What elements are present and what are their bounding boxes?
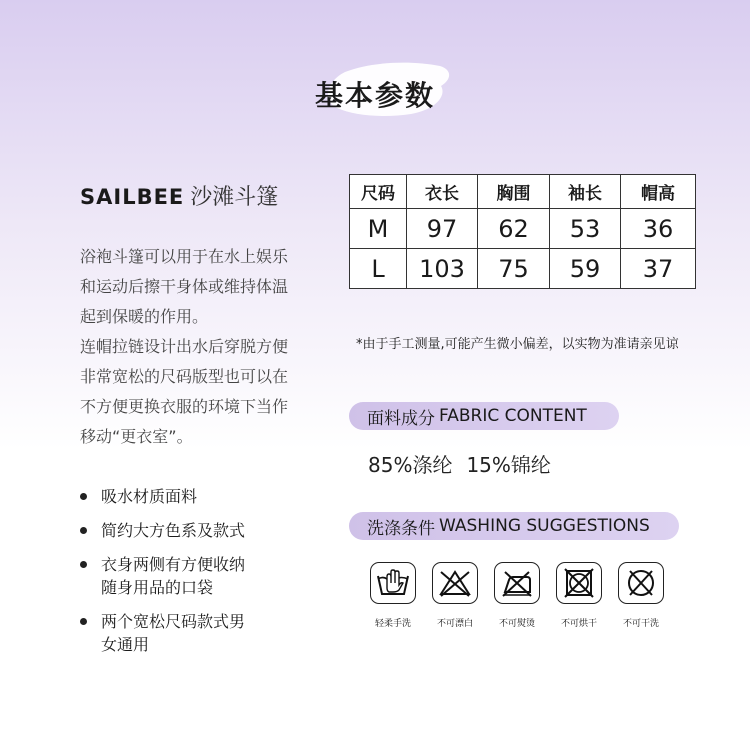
no-iron-icon	[494, 562, 540, 604]
fabric-content	[368, 449, 551, 478]
washing-heading-cn: 洗涤条件	[367, 518, 435, 539]
table-row	[350, 249, 696, 289]
size-table-cell: 36	[621, 209, 696, 249]
size-table-header: 尺码	[350, 175, 407, 209]
description-line: 起到保暖的作用。	[80, 307, 209, 326]
size-table-cell: 103	[407, 249, 478, 289]
wash-label: 不可熨烫	[498, 619, 535, 629]
feature-item	[80, 553, 245, 599]
size-table-header: 帽高	[621, 175, 696, 209]
feature-text: 吸水材质面料	[101, 487, 198, 506]
feature-item	[80, 519, 245, 542]
measurement-note: *由于手工测量,可能产生微小偏差，以实物为准请亲见谅	[356, 337, 679, 352]
bullet-dot-icon	[80, 618, 87, 625]
size-table-cell: 59	[550, 249, 621, 289]
brand-name-cn: 沙滩斗篷	[190, 185, 279, 210]
brand-name-en: SAILBEE	[80, 185, 185, 209]
no-tumble-dry-icon	[556, 562, 602, 604]
description-line: 连帽拉链设计出水后穿脱方便	[80, 337, 289, 356]
size-table-header: 胸围	[478, 175, 550, 209]
feature-list	[80, 485, 245, 656]
size-table-cell: 53	[550, 209, 621, 249]
wash-item	[362, 562, 424, 629]
bullet-dot-icon	[80, 493, 87, 500]
product-description	[80, 242, 320, 452]
title-area	[0, 58, 750, 128]
size-table	[349, 174, 696, 289]
fabric-heading-cn: 面料成分	[367, 408, 435, 429]
feature-text: 简约大方色系及款式	[101, 521, 246, 540]
wash-item	[486, 562, 548, 629]
table-row	[350, 209, 696, 249]
fabric-section-heading	[349, 402, 619, 430]
size-table-header: 衣长	[407, 175, 478, 209]
description-line: 移动“更衣室”。	[80, 427, 193, 446]
wash-label: 不可烘干	[560, 619, 597, 629]
no-dry-clean-icon	[618, 562, 664, 604]
washing-icons	[362, 562, 672, 629]
fabric-heading-en: FABRIC CONTENT	[439, 406, 587, 426]
description-line: 不方便更换衣服的环境下当作	[80, 397, 289, 416]
wash-label: 不可干洗	[622, 619, 659, 629]
wash-label: 不可漂白	[436, 619, 473, 629]
no-bleach-icon	[432, 562, 478, 604]
feature-item	[80, 610, 245, 656]
wash-item	[424, 562, 486, 629]
brand-heading	[80, 180, 278, 211]
washing-section-heading	[349, 512, 679, 540]
wash-item	[548, 562, 610, 629]
fabric-item: 15%锦纶	[466, 453, 551, 477]
size-table-cell: L	[350, 249, 407, 289]
size-table-header: 袖长	[550, 175, 621, 209]
size-table-cell: 75	[478, 249, 550, 289]
description-line: 和运动后擦干身体或维持体温	[80, 277, 289, 296]
size-table-cell: M	[350, 209, 407, 249]
description-line: 浴袍斗篷可以用于在水上娱乐	[80, 247, 289, 266]
bullet-dot-icon	[80, 561, 87, 568]
fabric-item: 85%涤纶	[368, 453, 453, 477]
feature-text: 两个宽松尺码款式男 女通用	[101, 612, 246, 654]
size-table-cell: 37	[621, 249, 696, 289]
hand-wash-icon	[370, 562, 416, 604]
feature-text: 衣身两侧有方便收纳 随身用品的口袋	[101, 555, 246, 597]
page-title: 基本参数	[314, 79, 435, 112]
size-table-cell: 97	[407, 209, 478, 249]
description-line: 非常宽松的尺码版型也可以在	[80, 367, 289, 386]
wash-item	[610, 562, 672, 629]
wash-label: 轻柔手洗	[374, 619, 411, 629]
bullet-dot-icon	[80, 527, 87, 534]
feature-item	[80, 485, 245, 508]
size-table-header-row	[350, 175, 696, 209]
washing-heading-en: WASHING SUGGESTIONS	[439, 516, 650, 536]
size-table-cell: 62	[478, 209, 550, 249]
